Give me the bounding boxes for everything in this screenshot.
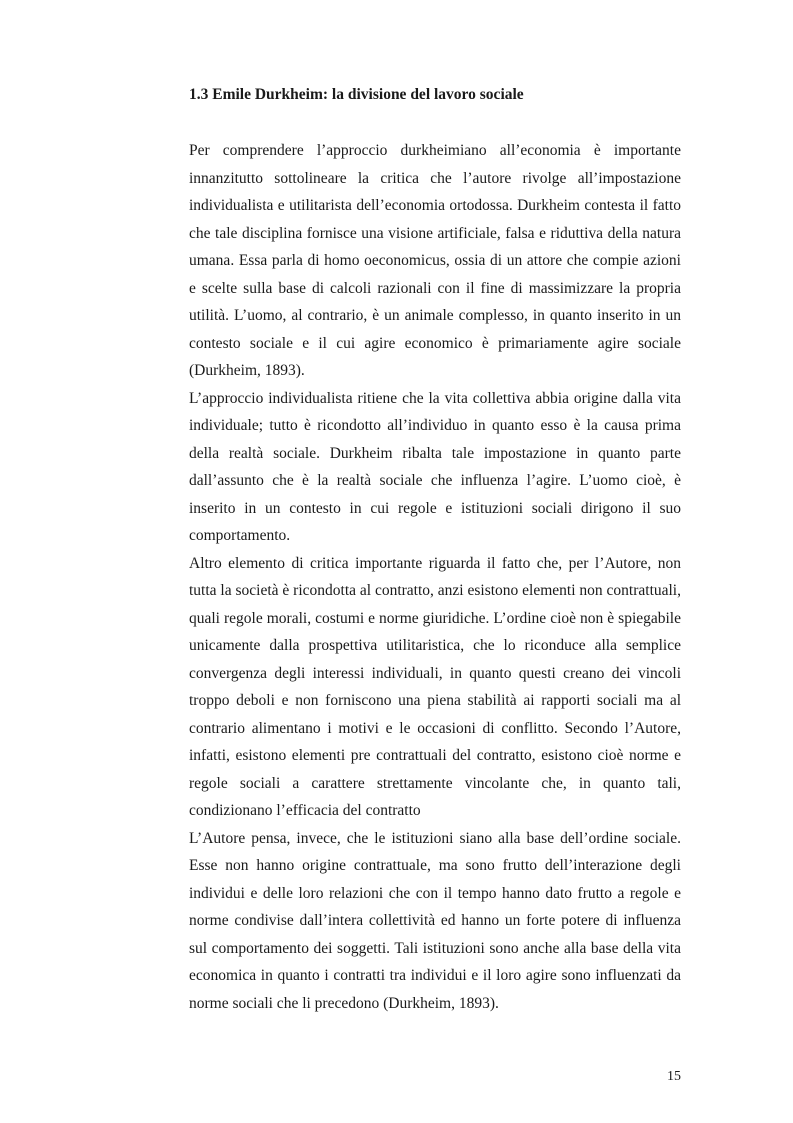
paragraph-1: Per comprendere l’approccio durkheimiano all’economia è importante innanzitutto sottolineare la critica che l’autore rivolge all’impostazione individualista e utilitarista dell’economia ortodossa. Durkheim contesta il fatto che tale disciplina fornisce una visione artificiale, falsa e riduttiva della natura umana. Essa parla di homo oeconomicus, ossia di un attore che compie azioni e scelte sulla base di calcoli razionali con il fine di massimizzare la propria utilità. L’uomo, al contrario, è un animale complesso, in quanto inserito in un contesto sociale e il cui agire economico è primariamente agire sociale (Durkheim, 1893). [189,142,681,379]
page-number: 15 [667,1069,681,1084]
paragraph-3: Altro elemento di critica importante riguarda il fatto che, per l’Autore, non tutta la società è ricondotta al contratto, anzi esistono elementi non contrattuali, quali regole morali, costumi e norme giuridiche. L’ordine cioè non è spiegabile unicamente dalla prospettiva utilitaristica, che lo riconduce alla semplice convergenza degli interessi individuali, in quanto questi creano dei vincoli troppo deboli e non forniscono una piena stabilità ai rapporti sociali ma al contrario alimentano i motivi e le occasioni di conflitto. Secondo l’Autore, infatti, esistono elementi pre contrattuali del contratto, esistono cioè norme e regole sociali a carattere strettamente vincolante che, in quanto tali, condizionano l’efficacia del contratto [189,554,681,819]
section-heading: 1.3 Emile Durkheim: la divisione del lavoro sociale [189,86,524,103]
paragraph-2: L’approccio individualista ritiene che la vita collettiva abbia origine dalla vita individuale; tutto è ricondotto all’individuo in quanto esso è la causa prima della realtà sociale. Durkheim ribalta tale impostazione in quanto parte dall’assunto che è la realtà sociale che influenza l’agire. L’uomo cioè, è inserito in un contesto in cui regole e istituzioni sociali dirigono il suo comportamento. [189,389,681,544]
body-text [189,137,681,1017]
paragraph-4: L’Autore pensa, invece, che le istituzioni siano alla base dell’ordine sociale. Esse non hanno origine contrattuale, ma sono frutto dell’interazione degli individui e delle loro relazioni che con il tempo hanno dato frutto a regole e norme condivise dall’intera collettività ed hanno un forte potere di influenza sul comportamento dei soggetti. Tali istituzioni sono anche alla base della vita economica in quanto i contratti tra individui e il loro agire sono influenzati da norme sociali che li precedono (Durkheim, 1893). [189,829,681,1012]
